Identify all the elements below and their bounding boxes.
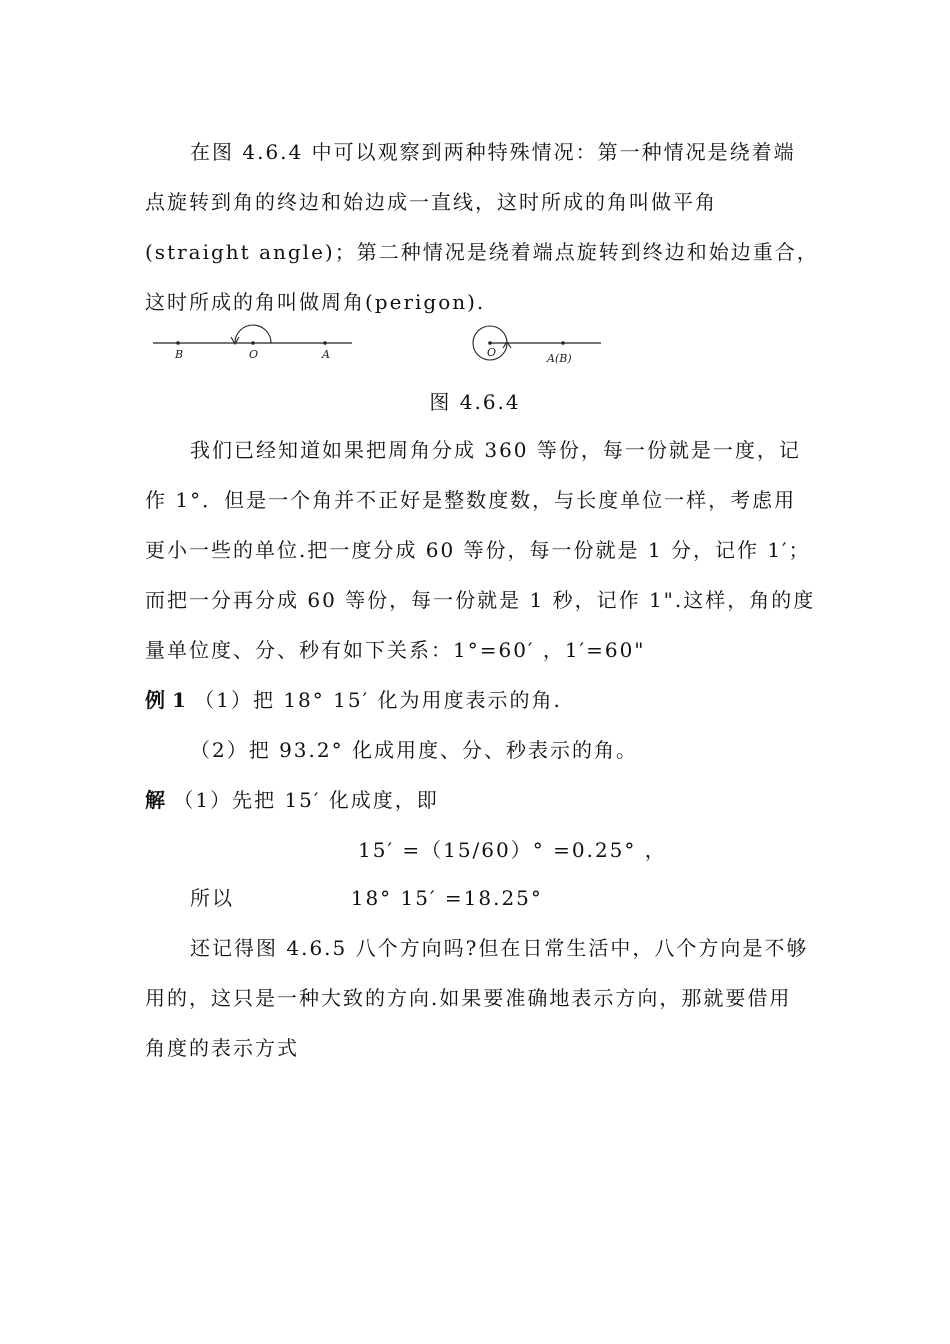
figure-caption: 图 4.6.4 xyxy=(429,390,521,414)
label-ab: A(B) xyxy=(547,352,572,365)
para3-line-3: 角度的表示方式 xyxy=(145,1036,299,1060)
para1-line-3: (straight angle)；第二种情况是绕着端点旋转到终边和始边重合， xyxy=(145,240,819,264)
para2-line-3: 更小一些的单位.把一度分成 60 等份，每一份就是 1 分，记作 1′； xyxy=(145,538,811,562)
label-o-left: O xyxy=(249,348,259,361)
solution-so-equation: 18° 15′ =18.25° xyxy=(350,886,543,910)
example-q1: （1）把 18° 15′ 化为用度表示的角. xyxy=(194,688,562,712)
label-a-left: A xyxy=(322,348,330,361)
example-q2: （2）把 93.2° 化成用度、分、秒表示的角。 xyxy=(190,738,638,762)
point-b xyxy=(176,341,180,345)
label-o-right: O xyxy=(487,346,497,359)
point-a-left xyxy=(323,341,327,345)
para2-line-2: 作 1°．但是一个角并不正好是整数度数，与长度单位一样，考虑用 xyxy=(145,488,797,512)
solution-equation: 15′ =（15/60）° =0.25° ， xyxy=(358,838,667,862)
label-b: B xyxy=(175,348,184,361)
solution-step1-line xyxy=(145,786,825,814)
para1-line-2: 点旋转到角的终边和始边成一直线，这时所成的角叫做平角 xyxy=(145,190,717,214)
straight-angle-arc xyxy=(235,325,271,343)
solution-so-line xyxy=(190,884,870,912)
solution-so-label: 所以 xyxy=(190,886,234,910)
para2-line-5: 量单位度、分、秒有如下关系：1°=60′ ，1′=60" xyxy=(145,638,646,662)
para3-line-1: 还记得图 4.6.5 八个方向吗?但在日常生活中，八个方向是不够 xyxy=(190,936,809,960)
point-ab xyxy=(561,341,565,345)
solution-step1: （1）先把 15′ 化成度，即 xyxy=(173,788,439,812)
example-label: 例 1 xyxy=(145,688,186,712)
example-1 xyxy=(145,686,825,714)
para2-line-1: 我们已经知道如果把周角分成 360 等份，每一份就是一度，记 xyxy=(190,438,801,462)
para1-line-4: 这时所成的角叫做周角(perigon). xyxy=(145,290,486,314)
angle-figure xyxy=(145,318,615,372)
solution-label: 解 xyxy=(145,788,165,812)
point-o-right xyxy=(488,341,492,345)
para2-line-4: 而把一分再分成 60 等份，每一份就是 1 秒，记作 1".这样，角的度 xyxy=(145,588,816,612)
point-o-left xyxy=(251,341,255,345)
para3-line-2: 用的，这只是一种大致的方向.如果要准确地表示方向，那就要借用 xyxy=(145,986,792,1010)
para1-line-1: 在图 4.6.4 中可以观察到两种特殊情况：第一种情况是绕着端 xyxy=(190,140,796,164)
